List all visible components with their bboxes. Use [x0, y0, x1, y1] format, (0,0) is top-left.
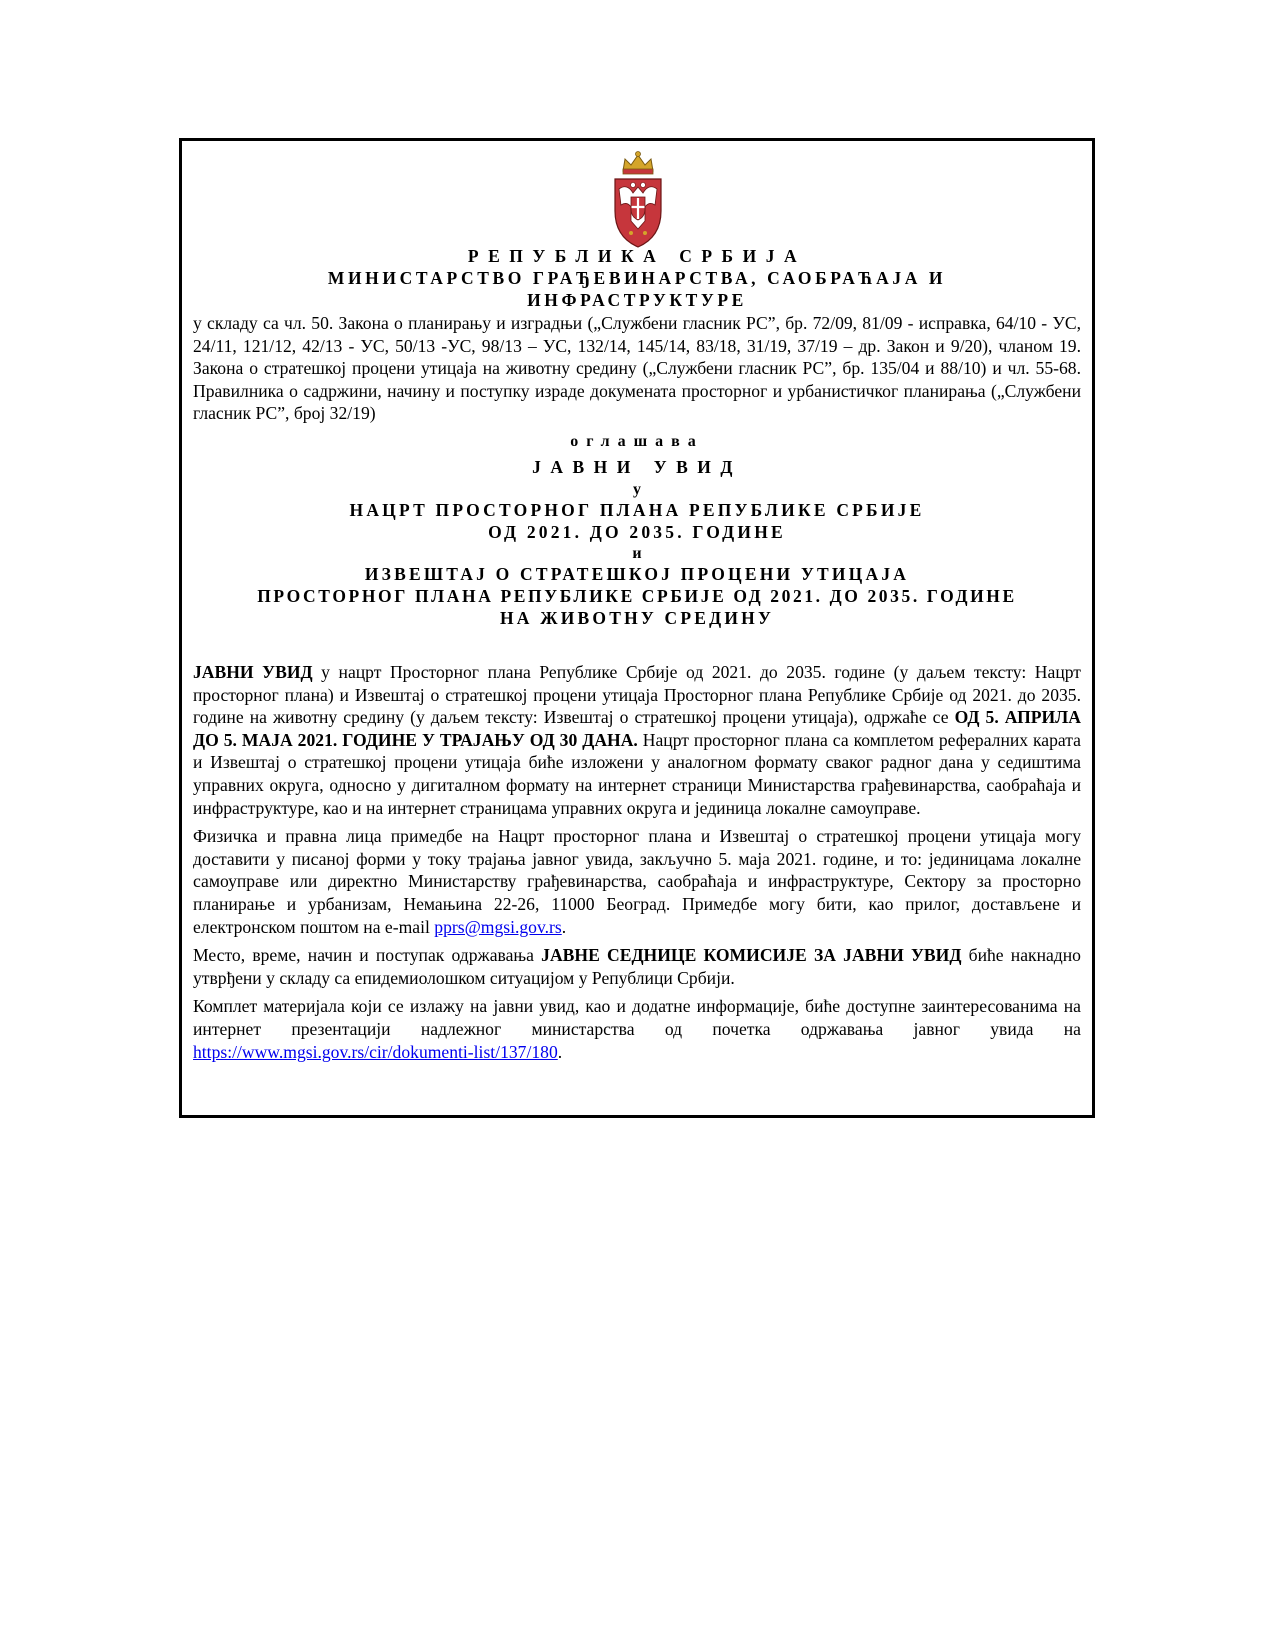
notice-body [193, 661, 1081, 1069]
public-notice [179, 138, 1095, 1118]
materials-url-link[interactable]: https://www.mgsi.gov.rs/cir/dokumenti-list/137/180 [193, 1041, 558, 1062]
paragraph-public-session [193, 944, 1081, 989]
public-session-bold: ЈАВНЕ СЕДНИЦЕ КОМИСИЈЕ ЗА ЈАВНИ УВИД [541, 945, 962, 966]
lead-bold: ЈАВНИ УВИД [193, 662, 313, 682]
plan-title-line1: НАЦРТ ПРОСТОРНОГ ПЛАНА РЕПУБЛИКЕ СРБИЈЕ [349, 500, 925, 520]
report-title-line1: ИЗВЕШТАЈ О СТРАТЕШКОЈ ПРОЦЕНИ УТИЦАЈА [364, 564, 910, 584]
p3-text-b: биће накнадно утврђени у складу са епидемиолошком ситуацијом у Републици Србији. [193, 945, 1081, 988]
p4-text: Комплет материјала који се излажу на јавни увид, као и додатне информације, биће доступне заинтересованима на интернет презентацији надлежног министарства од почетка одржавања јавног увида на [193, 996, 1081, 1039]
public-review-title: ЈАВНИ УВИД [532, 457, 742, 477]
ministry-heading-line2: ИНФРАСТРУКТУРЕ [527, 290, 747, 310]
p3-text-a: Место, време, начин и поступак одржавања [193, 945, 542, 966]
paragraph-objections [193, 825, 1081, 938]
report-title-line3: НА ЖИВОТНУ СРЕДИНУ [499, 608, 775, 628]
legal-basis-text: у складу са чл. 50. Закона о планирању и изградњи („Службени гласник РС”, бр. 72/09, 81/09 - исправка, 64/10 - УС, 24/11, 121/12, 42/13 - УС, 50/13 -УС, 98/13 – УС, 132/14, 145/14, 83/18, 31/19, 37/19 – др. Закон и 9/20), чланом 19. Закона о стратешкој процени утицаја на животну средину („Службени гласник РС”, бр. 135/04 и 88/10) и чл. 55-68. Правилника о садржини, начину и поступку израде докумената просторног и урбанистичког планирања („Службени гласник РС”, број 32/19) [193, 313, 1081, 424]
serbian-coat-of-arms-icon [609, 149, 667, 249]
p1-text-b: Нацрт просторног плана са комплетом рефералних карата и Извештај о стратешкој процени утицаја биће изложени у аналогном формату сваког радног дана у седиштима управних округа, односно у дигиталном формату на интернет страници Министарства грађевинарства, саобраћаја и инфраструктуре, као и на интернет страницама управних округа и јединица локалне самоуправе. [193, 729, 1081, 818]
p2-end: . [561, 916, 567, 937]
review-dates-bold: ОД 5. АПРИЛА ДО 5. МАЈА 2021. ГОДИНЕ У ТРАЈАЊУ ОД 30 ДАНА. [193, 707, 1081, 750]
paragraph-review-dates [193, 661, 1081, 819]
email-link[interactable]: pprs@mgsi.gov.rs [434, 916, 562, 937]
paragraph-materials [193, 995, 1081, 1063]
p2-text: Физичка и правна лица примедбе на Нацрт просторног плана и Извештај о стратешкој процени утицаја могу доставити у писаној форми у току трајања јавног увида, закључно 5. маја 2021. године, и то: јединицама локалне самоуправе или директно Министарству грађевинарства, саобраћаја и инфраструктуре, Сектору за просторно планирање и урбанизам, Немањина 22-26, 11000 Београд. Примедбе могу бити, као прилог, достављене и електронском поштом на e-mail [193, 826, 1081, 937]
p1-text-a: у нацрт Просторног плана Републике Србије од 2021. до 2035. године (у даљем тексту: Нацрт просторног плана) и Извештај о стратешкој процени утицаја Просторног плана Републике Србије од 2021. до 2035. године на животну средину (у даљем тексту: Извештај о стратешкој процени утицаја), одржаће се [193, 662, 1081, 728]
p4-end: . [557, 1041, 563, 1062]
plan-title-line2: ОД 2021. ДО 2035. ГОДИНЕ [488, 522, 786, 542]
legal-basis [193, 312, 1081, 431]
report-title-line2: ПРОСТОРНОГ ПЛАНА РЕПУБЛИКЕ СРБИЈЕ ОД 2021. ДО 2035. ГОДИНЕ [257, 586, 1017, 606]
ministry-heading-line1: МИНИСТАРСТВО ГРАЂЕВИНАРСТВА, САОБРАЋАЈА И [327, 268, 947, 288]
announces-heading: оглашава [570, 433, 704, 450]
republic-heading: РЕПУБЛИКА СРБИЈА [467, 246, 807, 266]
title-preposition: у [633, 481, 641, 498]
title-conjunction: и [632, 545, 642, 562]
